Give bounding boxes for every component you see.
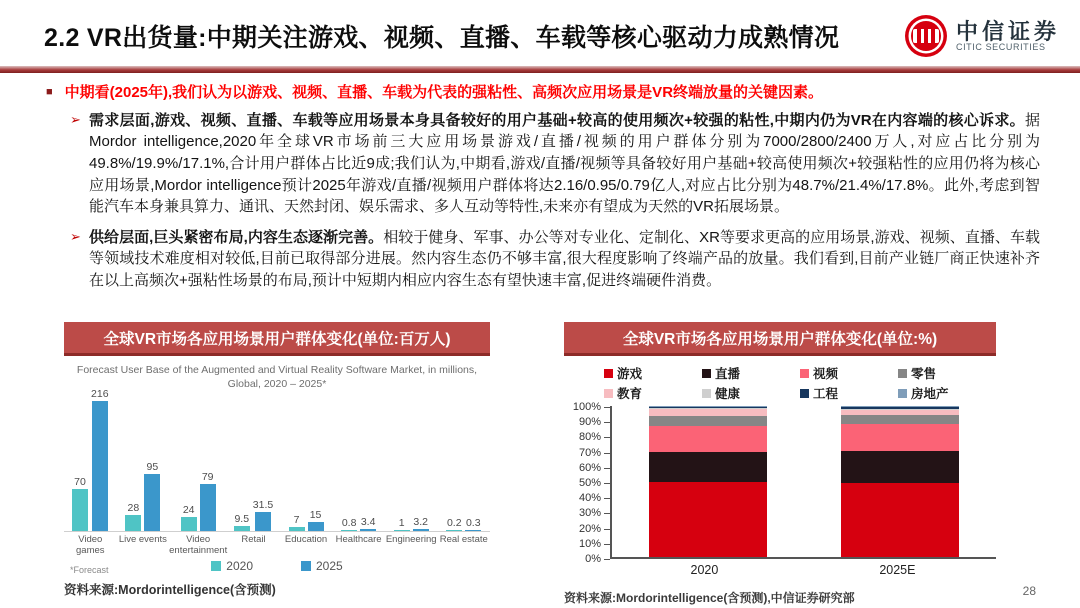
key-statement-row [44,82,1040,104]
bar-2025 [255,512,271,531]
slice-游戏 [649,482,767,557]
y-tick-label: 40% [578,492,601,505]
legend-item [604,384,692,402]
legend-swatch [301,561,311,571]
bar-wrap [413,516,429,531]
slice-视频 [649,426,767,452]
chart-title-right: 全球VR市场各应用场景用户群体变化(单位:%) [564,322,996,356]
bullet-demand [70,110,1040,218]
y-tick-label: 60% [578,461,601,474]
legend-swatch [604,389,613,398]
bar-wrap [144,461,160,531]
bar-value-label: 9.5 [234,512,250,525]
slide-body [0,73,1080,292]
square-bullet-icon: ■ [46,86,53,98]
legend-swatch [702,369,711,378]
bar-value-label: 70 [74,476,86,489]
slide-header [0,0,1080,66]
bar-value-label: 95 [146,461,159,474]
chart-title-left: 全球VR市场各应用场景用户群体变化(单位:百万人) [64,322,490,356]
category-label: Healthcare [335,534,382,546]
legend-label: 直播 [715,367,741,381]
stacked-bar-plot [610,406,996,559]
y-tick-label: 100% [572,401,601,413]
chart-users-percent [564,322,996,606]
bar-value-label: 28 [127,501,140,514]
slice-游戏 [841,483,959,557]
y-tick-label: 90% [578,416,601,429]
header-divider [0,66,1080,73]
legend-label: 教育 [617,387,643,401]
bar-pair [394,393,429,531]
category-label: Real estate [439,534,488,546]
bar-group [332,393,385,558]
bar-value-label: 216 [91,388,109,401]
bar-pair [341,393,376,531]
slice-直播 [841,451,959,483]
chart-legend-left [64,559,490,576]
logo-name-cn: 中信证券 [955,18,1060,44]
stacked-bar-2025E [841,406,959,557]
bar-value-label: 31.5 [252,499,274,512]
bar-2025 [144,474,160,531]
y-tick-label: 80% [578,431,601,444]
bullet-supply-lead: 供给层面,巨头紧密布局,内容生态逐渐完善。 [89,228,384,246]
slice-零售 [841,415,959,425]
category-label: Education [284,534,328,546]
bar-pair [289,393,324,531]
bar-pair [181,393,216,531]
charts-section [64,322,996,606]
bar-pair [125,393,160,531]
legend-label: 2025 [316,559,343,574]
bar-value-label: 3.2 [413,516,428,529]
bar-value-label: 0.3 [465,517,481,530]
bar-wrap [341,517,357,531]
legend-item [604,364,692,382]
legend-item [898,364,986,382]
category-label: Video games [76,534,105,557]
legend-item [702,384,790,402]
y-tick-label: 20% [578,522,601,535]
arrow-bullet-icon: ➢ [70,228,81,244]
bar-wrap [308,509,324,531]
bar-value-label: 3.4 [360,516,376,529]
bar-value-label: 7 [293,514,300,527]
bar-wrap [72,476,88,531]
bar-2020 [72,489,88,531]
legend-label: 2020 [226,559,253,574]
chart-users-millions [64,322,490,606]
bar-wrap [253,499,273,531]
key-statement: 中期看(2025年),我们认为以游戏、视频、直播、车载为代表的强粘性、高频次应用场景是VR终端放量的关键因素。 [64,84,824,101]
logo-text [956,20,1060,53]
category-label: Video entertainment [169,534,228,557]
bar-pair [446,393,481,531]
bar-wrap [200,471,216,532]
source-left: 资料来源:Mordorintelligence(含预测) [64,583,276,598]
stacked-bar-2020 [649,406,767,557]
bar-group [169,393,227,558]
legend-swatch [604,369,613,378]
forecast-footnote: *Forecast [70,565,109,576]
bar-2020 [181,517,197,531]
bullet-demand-text: 据Mordor intelligence,2020年全球VR市场前三大应用场景游戏/直播/视频的用户群体分别为7000/2800/2400万人,对应占比分别为49.8%/19.9%/17.1%,合计用户群体占比近9成;我们认为,中期看,游戏/直播/视频等具备较好用户基础+较高使用频次+较强粘性的应用仍将为核心应用场景,Mordor intelligence预计2025年游戏/直播/视频用户群体将达2.16/0.95/0.79亿人,对应占比分别为48.7%/21.4%/17.8%。此外,考虑到智能汽车本身兼具算力、通讯、天然封闭、娱乐需求、多人互动等特性,未来亦有望成为天然的VR拓展场景。 [89,111,1040,216]
logo-name-en: CITIC SECURITIES [955,41,1046,52]
bar-group [117,393,170,558]
bar-2020 [125,515,141,532]
bar-group [64,388,117,558]
category-label: Engineering [385,534,437,546]
category-label: Live events [118,534,167,546]
page-number: 28 [1022,584,1036,598]
arrow-bullet-icon: ➢ [70,111,81,127]
legend-label: 视频 [813,367,839,381]
legend-label: 零售 [911,367,937,381]
bar-pair [234,393,273,531]
x-axis-label: 2025E [879,563,916,577]
bar-value-label: 24 [182,503,195,516]
bar-pair [72,388,109,531]
bullet-list [70,110,1040,292]
bullet-supply-text: 相较于健身、军事、办公等对专业化、定制化、XR等要求更高的应用场景,游戏、视频、直播、车载等领域技术难度相对较低,目前已取得部分进展。然内容生态仍不够丰富,很大程度影响了终端产品的放量。我们看到,目前产业链厂商正快速补齐在以上高频次+强粘性场景的布局,预计中短期内相应内容生态有望快速丰富,促进终端硬件消费。 [89,228,1041,289]
y-tick-label: 70% [578,446,601,459]
bar-group [227,393,280,558]
page-title: 2.2 VR出货量:中期关注游戏、视频、直播、车载等核心驱动力成熟情况 [44,24,840,52]
category-label: Retail [241,534,266,546]
legend-label: 健康 [715,387,741,401]
bullet-supply [70,227,1040,292]
y-tick-label: 50% [578,477,601,489]
legend-swatch [898,369,907,378]
bar-wrap [125,502,141,532]
bar-2025 [200,484,216,532]
bar-wrap [446,517,462,531]
bar-value-label: 1 [398,517,405,530]
source-right: 资料来源:Mordorintelligence(含预测),中信证券研究部 [564,591,855,605]
bar-value-label: 79 [201,470,214,483]
bullet-demand-lead: 需求层面,游戏、视频、直播、车载等应用场景本身具备较好的用户基础+较高的使用频次+较强的粘性,中期内仍为VR在内容端的核心诉求。 [89,111,1025,129]
bar-wrap [360,516,376,531]
bar-wrap [289,514,305,531]
legend-item [800,384,888,402]
bar-2025 [308,522,324,531]
bar-groups [64,388,490,558]
y-axis [564,401,610,565]
bar-group [385,393,438,558]
legend-item [800,364,888,382]
slice-零售 [649,416,767,426]
stacked-bar-chart [564,401,996,565]
legend-swatch [800,389,809,398]
slice-教育 [649,409,767,416]
x-axis-line [64,531,490,532]
legend-label: 工程 [813,387,839,401]
bar-group [437,393,490,558]
legend-row-left [64,559,490,576]
bar-group [280,393,333,558]
legend-swatch [800,369,809,378]
legend-item [702,364,790,382]
bar-2025 [92,401,108,531]
bar-value-label: 0.2 [446,517,462,530]
citic-logo [903,13,1060,59]
slice-直播 [649,452,767,482]
bar-wrap [394,517,410,531]
y-tick-label: 10% [578,537,601,550]
y-tick-label: 0% [585,553,601,565]
bar-wrap [465,517,481,531]
legend-label: 房地产 [911,387,949,401]
chart-subtitle-left: Forecast User Base of the Augmented and Virtual Reality Software Market, in millions, Global, 2020 – 2025* [76,364,478,391]
bar-value-label: 0.8 [341,517,357,530]
bar-wrap [91,388,109,531]
bar-value-label: 15 [309,509,322,522]
chart-legend-right [594,364,996,402]
y-tick-label: 30% [578,507,601,520]
grouped-bar-plot [64,388,490,558]
legend-swatch [898,389,907,398]
legend-item [301,559,343,573]
bar-wrap [181,504,197,531]
bar-wrap [234,513,250,532]
citic-logo-icon [903,13,949,59]
x-axis-labels [610,563,996,577]
x-axis-label: 2020 [690,563,719,577]
legend-swatch [211,561,221,571]
legend-label: 游戏 [617,367,643,381]
legend-item [211,559,253,573]
legend-swatch [702,389,711,398]
legend-item [898,384,986,402]
slice-视频 [841,424,959,451]
